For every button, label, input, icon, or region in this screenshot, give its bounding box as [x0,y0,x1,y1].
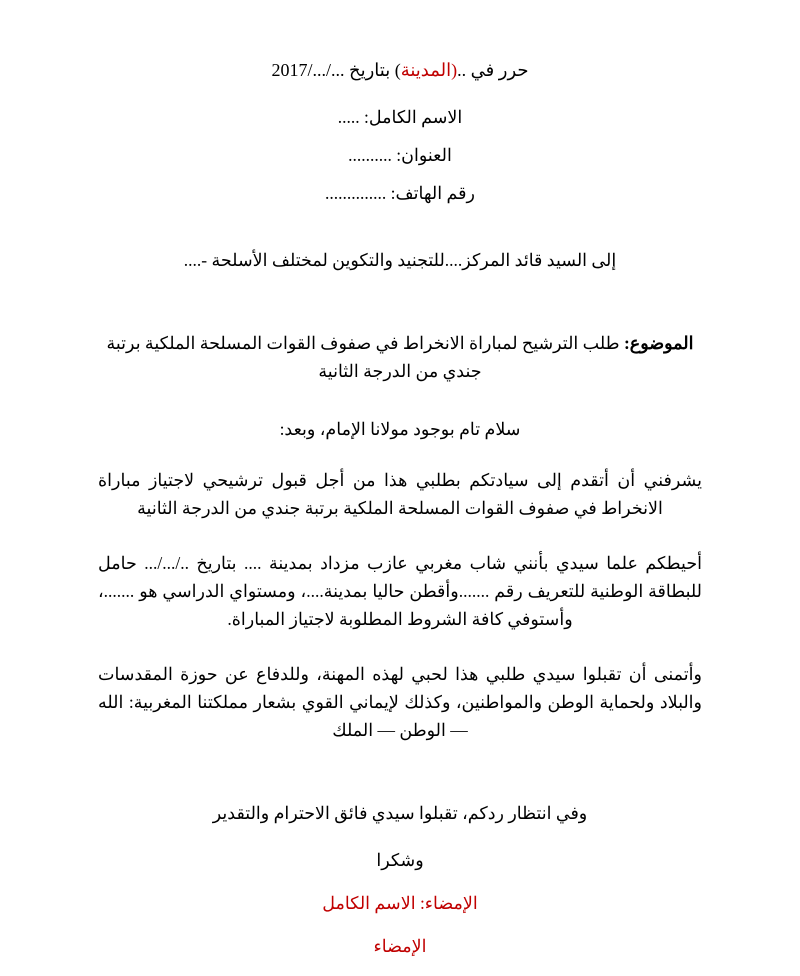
subject-label: الموضوع: [623,333,694,353]
identity-value-address: .......... [348,145,392,165]
body-paragraph-1: يشرفني أن أتقدم إلى سيادتكم بطلبي هذا من أجل قبول ترشيحي لاجتياز مباراة الانخراط في صفوف القوات المسلحة الملكية برتبة جندي من الدرجة الثانية [98,470,702,519]
identity-block [92,107,708,204]
header-city-placeholder: المدينة [400,60,452,80]
identity-line-address [92,145,708,166]
header-date-year: 2017 [271,60,308,80]
header-open-paren: ( [451,60,458,80]
recipient-line: إلى السيد قائد المركز....للتجنيد والتكوين لمختلف الأسلحة -.... [183,250,617,270]
identity-value-full-name: ..... [337,107,360,127]
document-header-date [92,60,708,81]
identity-value-phone: .............. [325,183,387,203]
body-paragraph-2: أحيطكم علما سيدي بأنني شاب مغربي عازب مزداد بمدينة .... بتاريخ ../.../... حامل للبطاقة الوطنية للتعريف رقم .......وأقطن حاليا بمدينة....، ومستواي الدراسي هو .......، وأستوفي كافة الشروط المطلوبة لاجتياز المباراة. [98,552,702,630]
signature-name-line: الإمضاء: الاسم الكامل [322,892,478,913]
signature-word-line: الإمضاء [373,935,427,956]
identity-line-full-name [92,107,708,128]
header-date-prefix: حرر في .. [457,60,529,80]
identity-label-address: العنوان: [396,145,452,165]
thanks-line: وشكرا [376,849,424,870]
subject-line [92,329,708,385]
identity-line-phone [92,183,708,204]
header-date-suffix: ) بتاريخ .../.../ [307,60,401,80]
identity-label-full-name: الاسم الكامل: [364,107,463,127]
subject-text: طلب الترشيح لمباراة الانخراط في صفوف القوات المسلحة الملكية برتبة جندي من الدرجة الثانية [106,333,624,381]
body-paragraph-3: وأتمنى أن تقبلوا سيدي طلبي هذا لحبي لهذه المهنة، وللدفاع عن حوزة المقدسات والبلاد ولحماية الوطن والمواطنين، وكذلك لإيماني القوي بشعار مملكتنا المغربية: الله — الوطن — الملك [98,663,702,741]
closing-line: وفي انتظار ردكم، تقبلوا سيدي فائق الاحترام والتقدير [212,802,588,823]
salutation-line: سلام تام بوجود مولانا الإمام، وبعد: [279,419,521,439]
identity-label-phone: رقم الهاتف: [390,183,475,203]
